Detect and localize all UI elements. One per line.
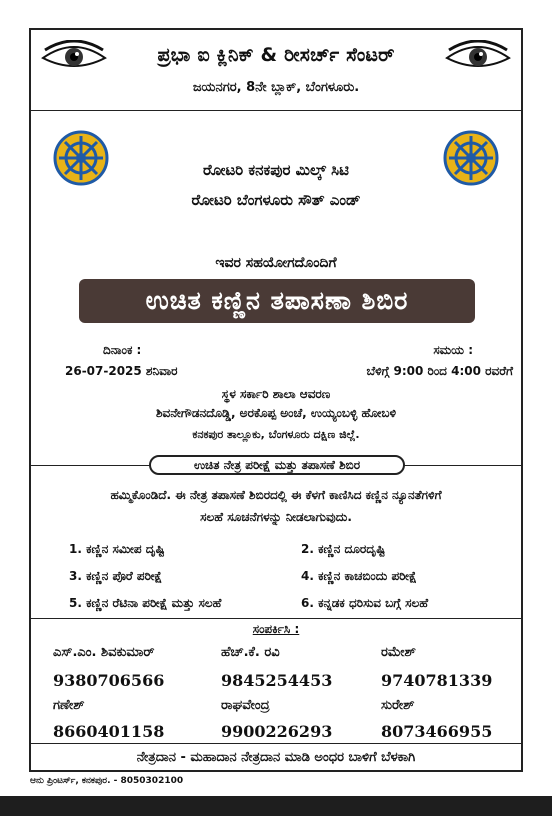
venue-line-1: ಶಿವನೇಗೌಡನದೊಡ್ಡಿ, ಅರಕೊಪ್ಪ ಅಂಚೆ, ಉಯ್ಯಂಬಳ್ಳಿ ಹೋಬಳಿ xyxy=(155,406,397,420)
venue-school: ಸರ್ಕಾರಿ ಶಾಲಾ ಆವರಣ xyxy=(240,387,331,401)
contact-phone[interactable]: 9740781339 xyxy=(381,671,493,690)
divider xyxy=(31,110,521,111)
contact-name: ಸುರೇಶ್ xyxy=(381,698,415,713)
contact-phone[interactable]: 9845254453 xyxy=(221,671,333,690)
footer-slogan: ನೇತ್ರದಾನ - ಮಹಾದಾನ ನೇತ್ರದಾನ ಮಾಡಿ ಅಂಧರ ಬಾಳಿಗೆ ಬೆಳಕಾಗಿ xyxy=(136,750,416,765)
camp-title-banner: ಉಚಿತ ಕಣ್ಣಿನ ತಪಾಸಣಾ ಶಿಬಿರ xyxy=(79,279,475,323)
intro-line-1: ಹಮ್ಮಿಕೊಂಡಿದೆ. ಈ ನೇತ್ರ ತಪಾಸಣೆ ಶಿಬಿರದಲ್ಲಿ ಈ ಕೆಳಗೆ ಕಾಣಿಸಿದ ಕಣ್ಣಿನ ನ್ಯೂನತೆಗಳಿಗೆ xyxy=(110,488,442,502)
advice-item: 5. ಕಣ್ಣಿನ ರೆಟಿನಾ ಪರೀಕ್ಷೆ ಮತ್ತು ಸಲಹೆ xyxy=(69,596,222,610)
time-value: ಬೆಳಿಗ್ಗೆ 9:00 ರಿಂದ 4:00 ರವರೆಗೆ xyxy=(366,364,513,378)
clinic-name: ಪ್ರಭಾ ಐ ಕ್ಲಿನಿಕ್ & ರೀಸರ್ಚ್ ಸೆಂಟರ್ xyxy=(157,44,395,66)
advice-item: 3. ಕಣ್ಣಿನ ಪೊರೆ ಪರೀಕ್ಷೆ xyxy=(69,569,163,583)
contact-name: ಗಣೇಶ್ xyxy=(53,698,85,713)
date-value: 26-07-2025 ಶನಿವಾರ xyxy=(65,364,178,378)
venue-line-2: ಕನಕಪುರ ತಾಲ್ಲೂಕು, ಬೆಂಗಳೂರು ದಕ್ಷಿಣ ಜಿಲ್ಲೆ. xyxy=(192,428,360,441)
advice-item: 4. ಕಣ್ಣಿನ ಕಾಚಬಿಂದು ಪರೀಕ್ಷೆ xyxy=(301,569,417,583)
subtitle-pill: ಉಚಿತ ನೇತ್ರ ಪರೀಕ್ಷೆ ಮತ್ತು ತಪಾಸಣೆ ಶಿಬಿರ xyxy=(149,455,405,475)
contact-phone[interactable]: 8660401158 xyxy=(53,722,165,741)
printer-credit: ಆನು ಪ್ರಿಂಟರ್ಸ್, ಕನಕಪುರ. - 8050302100 xyxy=(30,776,184,786)
advice-item: 2. ಕಣ್ಣಿನ ದೂರದೃಷ್ಟಿ xyxy=(301,542,386,556)
divider xyxy=(31,743,521,744)
poster-frame xyxy=(29,28,523,772)
venue-label: ಸ್ಥಳ xyxy=(221,387,236,401)
advice-item: 1. ಕಣ್ಣಿನ ಸಮೀಪ ದೃಷ್ಟಿ xyxy=(69,542,165,556)
divider xyxy=(31,618,521,619)
bottom-bar xyxy=(0,796,552,816)
contact-phone[interactable]: 9380706566 xyxy=(53,671,165,690)
rotary-club-1: ರೋಟರಿ ಕನಕಪುರ ಮಿಲ್ಕ್ ಸಿಟಿ xyxy=(203,161,349,179)
contact-phone[interactable]: 8073466955 xyxy=(381,722,493,741)
time-label: ಸಮಯ : xyxy=(433,343,473,357)
venue-heading xyxy=(31,387,521,402)
contact-name: ಹೆಚ್.ಕೆ. ರವಿ xyxy=(221,645,280,660)
intro-line-2: ಸಲಹೆ ಸೂಚನೆಗಳನ್ನು ನೀಡಲಾಗುವುದು. xyxy=(200,510,352,524)
contact-phone[interactable]: 9900226293 xyxy=(221,722,333,741)
contact-name: ರಾಘವೇಂದ್ರ xyxy=(221,698,270,713)
date-label: ದಿನಾಂಕ : xyxy=(103,343,142,357)
contact-name: ರಮೇಶ್ xyxy=(381,645,416,660)
advice-item: 6. ಕನ್ನಡಕ ಧರಿಸುವ ಬಗ್ಗೆ ಸಲಹೆ xyxy=(301,596,429,610)
clinic-address: ಜಯನಗರ, 8ನೇ ಬ್ಲಾಕ್, ಬೆಂಗಳೂರು. xyxy=(192,80,360,95)
contact-name: ಎಸ್.ಎಂ. ಶಿವಕುಮಾರ್ xyxy=(53,645,155,660)
cooperation-text: ಇವರ ಸಹಯೋಗದೊಂದಿಗೆ xyxy=(215,255,337,271)
contact-label: ಸಂಪರ್ಕಿಸಿ : xyxy=(252,622,300,636)
rotary-club-2: ರೋಟರಿ ಬೆಂಗಳೂರು ಸೌತ್ ಎಂಡ್ xyxy=(191,191,361,209)
